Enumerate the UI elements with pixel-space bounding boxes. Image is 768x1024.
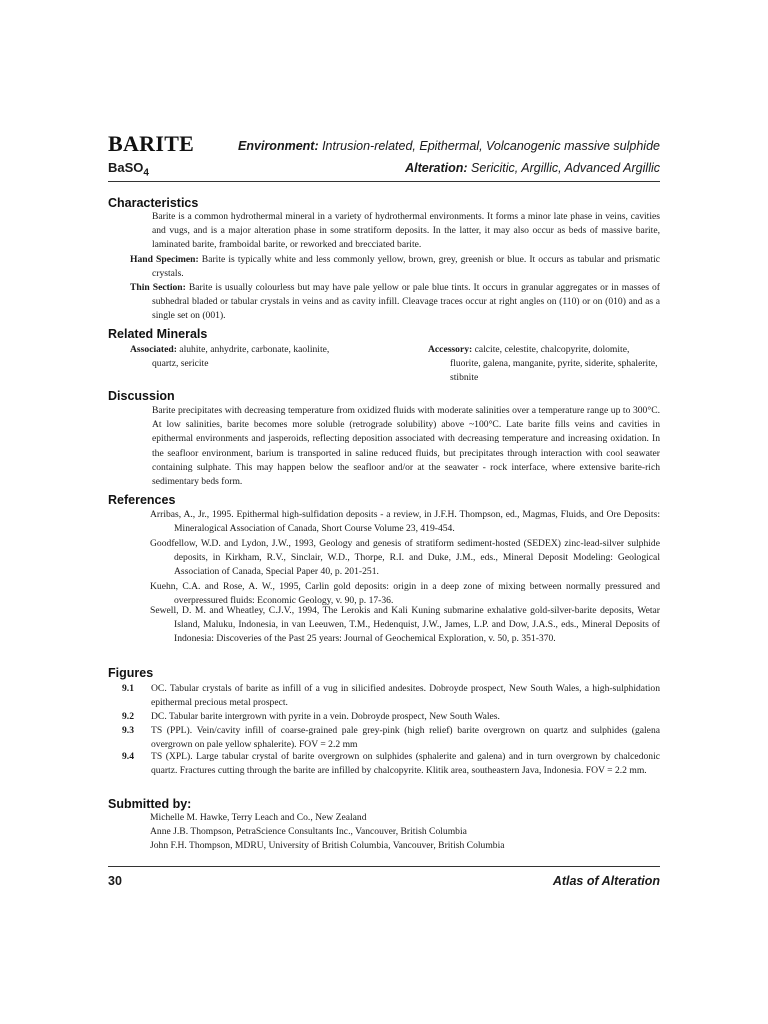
submitter-line: John F.H. Thompson, MDRU, University of British Columbia, Vancouver, British Columbia [150, 840, 505, 851]
characteristics-intro: Barite is a common hydrothermal mineral in a variety of hydrothermal environments. It forms a minor late phase in veins, cavities and vugs, and is a major alteration phase in some stratiform deposits. In the latter, it may also occur as beds of massive barite, laminated barite, framboidal barite, or reworked and brecciated barite. [152, 211, 660, 251]
accessory-minerals [428, 343, 660, 386]
reference-item: Kuehn, C.A. and Rose, A. W., 1995, Carlin gold deposits: origin in a deep zone of mixing between normally pressured and overpressured fluids: Economic Geology, v. 90, p. 17-36. [150, 581, 660, 607]
section-heading-related-minerals: Related Minerals [108, 327, 208, 341]
reference-item: Sewell, D. M. and Wheatley, C.J.V., 1994, The Lerokis and Kali Kuning submarine exhalative gold-silver-barite deposits, Wetar Island, Maluku, Indonesia, in van Leeuwen, T.M., Hedenquist, J.W., James, L.P. and Dow, J.A.S., eds., Mineral Deposits of Indonesia: Discoveries of the Past 25 years: Journal of Geochemical Exploration, v. 50, p. 351-370. [150, 605, 660, 645]
footer-title: Atlas of Alteration [552, 874, 660, 888]
submitter-line: Anne J.B. Thompson, PetraScience Consultants Inc., Vancouver, British Columbia [150, 826, 467, 837]
associated-minerals [130, 343, 330, 371]
figure-item [108, 724, 660, 752]
associated-label: Associated: [130, 344, 177, 355]
hand-specimen-paragraph [130, 253, 660, 281]
alteration-value: Sericitic, Argillic, Advanced Argillic [467, 161, 660, 175]
hand-specimen-body: Barite is typically white and less commonly yellow, brown, grey, greenish or blue. It occurs as tabular and prismatic crystals. [152, 254, 660, 280]
figure-number: 9.2 [122, 711, 134, 722]
thin-section-text: Barite is usually colourless but may have pale yellow or pale blue tints. It occurs in granular aggregates or in masses of subhedral bladed or tabular crystals in veins and as cavity infill. Cleavage traces occur at right angles on (110) or on (010) and as a single set on (001). [152, 282, 660, 322]
alteration-line [405, 161, 660, 175]
figure-caption: DC. Tabular barite intergrown with pyrite in a vein. Dobroyde prospect, New South Wales. [151, 711, 500, 722]
figure-item [108, 750, 660, 793]
thin-section-label: Thin Section: [130, 282, 186, 293]
figure-item [108, 710, 660, 724]
environment-label: Environment: [238, 139, 319, 153]
figure-number: 9.1 [122, 683, 134, 694]
section-heading-figures: Figures [108, 666, 154, 680]
formula-subscript: 4 [143, 167, 149, 179]
chemical-formula [108, 160, 149, 179]
figure-number: 9.3 [122, 725, 134, 736]
figure-caption: OC. Tabular crystals of barite as infill of a vug in silicified andesites. Dobroyde prospect, New South Wales, a high-sulphidation epithermal precious metal prospect. [151, 683, 660, 709]
environment-line [238, 139, 660, 153]
mineral-name: BARITE [108, 131, 195, 156]
footer-divider [108, 866, 660, 867]
figure-caption: TS (PPL). Vein/cavity infill of coarse-grained pale grey-pink (high relief) barite overgrown on quartz and sulphides (galena overgrown on pale yellow sphalerite). FOV = 2.2 mm [151, 725, 660, 751]
section-heading-discussion: Discussion [108, 389, 175, 403]
header-divider [108, 181, 660, 182]
figure-item [108, 682, 660, 710]
section-heading-submitted-by: Submitted by: [108, 797, 192, 811]
page-number: 30 [108, 874, 122, 888]
environment-value: Intrusion-related, Epithermal, Volcanogenic massive sulphide [318, 139, 660, 153]
submitter-line: Michelle M. Hawke, Terry Leach and Co., New Zealand [150, 812, 367, 823]
section-heading-characteristics: Characteristics [108, 196, 199, 210]
figure-number: 9.4 [122, 751, 134, 762]
reference-item: Arribas, A., Jr., 1995. Epithermal high-sulfidation deposits - a review, in J.F.H. Thompson, ed., Magmas, Fluids, and Ore Deposits: Mineralogical Association of Canada, Short Course Volume 23, 419-454. [150, 509, 660, 535]
accessory-text: calcite, celestite, chalcopyrite, dolomite, fluorite, galena, manganite, pyrite, siderite, sphalerite, stibnite [450, 344, 658, 384]
section-heading-references: References [108, 493, 176, 507]
figure-caption: TS (XPL). Large tabular crystal of barite overgrown on sulphides (sphalerite and galena) and in turn overgrown by chalcedonic quartz. Fractures cutting through the barite are infilled by chalcopyrite. Klitik area, southeastern Java, Indonesia. FOV = 2.2 mm. [151, 751, 660, 777]
alteration-label: Alteration: [405, 161, 468, 175]
thin-section-paragraph [130, 281, 660, 324]
discussion-text: Barite precipitates with decreasing temperature from oxidized fluids with moderate salinities over a temperature range up to 300°C. At low salinities, barite becomes more soluble (retrograde solubility) above ~100°C. Late barite fills veins and cavities in epithermal environments and jasperoids, reflecting deposition associated with decreasing temperature and increasing oxidation. In the seafloor environment, barium is transported in saline reduced fluids, but precipitates through interaction with cool seawater containing sulphate. This may happen below the seafloor and/or at the seawater - rock interface, where extensive barite-rich sedimentary beds form. [152, 405, 660, 488]
associated-text: aluhite, anhydrite, carbonate, kaolinite, quartz, sericite [152, 344, 330, 370]
formula-base: BaSO [108, 160, 144, 175]
accessory-label: Accessory: [428, 344, 473, 355]
reference-item: Goodfellow, W.D. and Lydon, J.W., 1993, Geology and genesis of stratiform sediment-hosted (SEDEX) zinc-lead-silver sulphide deposits, in Kirkham, R.V., Sinclair, W.D., Thorpe, R.I. and Duke, J.M., eds., Mineral Deposit Modeling: Geological Association of Canada, Special Paper 40, p. 201-251. [150, 538, 660, 578]
hand-specimen-label: Hand Specimen: [130, 254, 199, 265]
